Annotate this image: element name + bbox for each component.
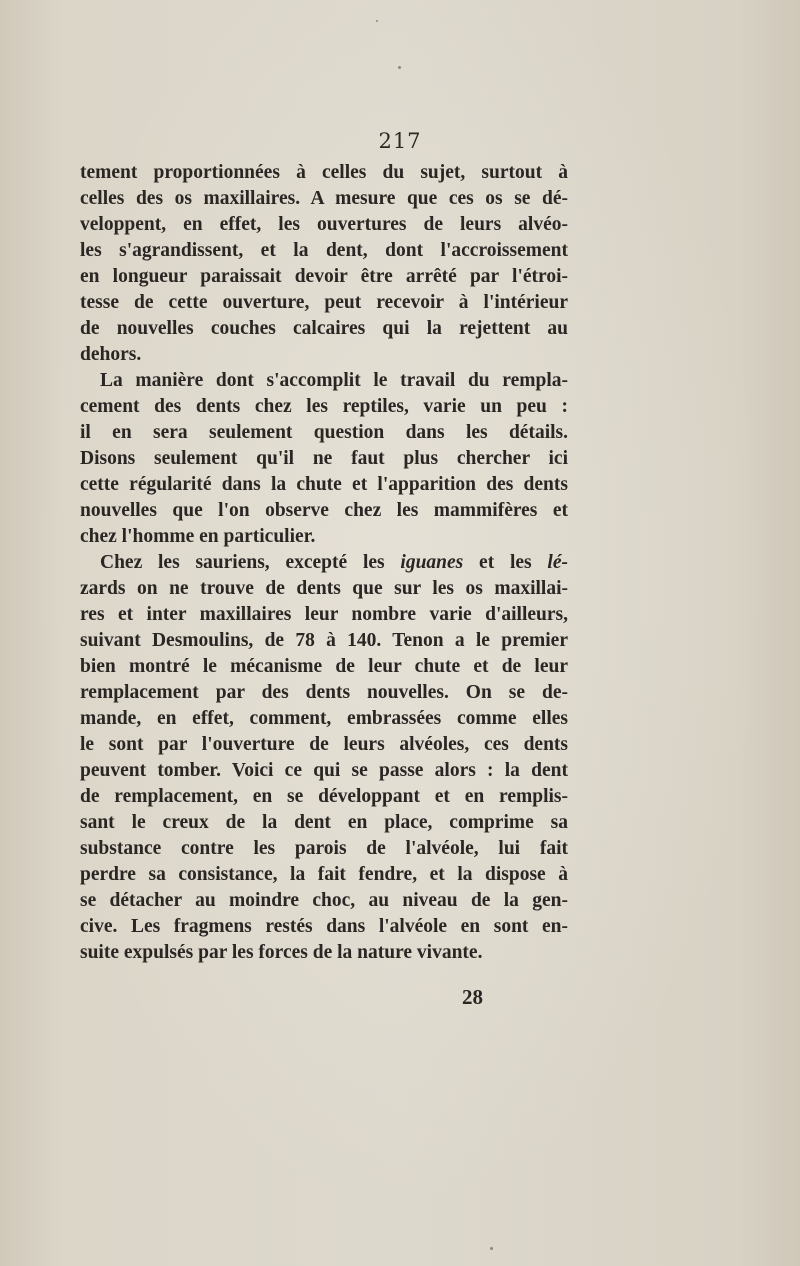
text-line: cette régularité dans la chute et l'apparition des dents <box>80 474 568 495</box>
paragraph-start-line <box>80 550 568 576</box>
text-line: suivant Desmoulins, de 78 à 140. Tenon a le premier <box>80 630 568 651</box>
text-line: cement des dents chez les reptiles, varie un peu : <box>80 396 568 417</box>
text-line: chez l'homme en particulier. <box>80 526 316 547</box>
text-line: perdre sa consistance, la fait fendre, et la dispose à <box>80 864 568 885</box>
paper-speck <box>398 66 401 69</box>
text-line: de nouvelles couches calcaires qui la rejettent au <box>80 318 568 339</box>
italic-term: lé- <box>547 552 568 573</box>
page-number: 217 <box>378 129 422 153</box>
text-line: Disons seulement qu'il ne faut plus chercher ici <box>80 448 568 469</box>
text-line: mande, en effet, comment, embrassées comme elles <box>80 708 568 729</box>
paper-speck <box>376 20 378 22</box>
paper-speck <box>490 1247 493 1250</box>
text-line: remplacement par des dents nouvelles. On se de- <box>80 682 568 703</box>
body-text <box>80 160 568 966</box>
text-line: peuvent tomber. Voici ce qui se passe alors : la dent <box>80 760 568 781</box>
italic-term: iguanes <box>400 552 464 573</box>
text-line: se détacher au moindre choc, au niveau de la gen- <box>80 890 568 911</box>
text-line: il en sera seulement question dans les détails. <box>80 422 568 443</box>
text-line: substance contre les parois de l'alvéole, lui fait <box>80 838 568 859</box>
text-segment: Chez les sauriens, excepté les <box>100 552 385 573</box>
text-line: celles des os maxillaires. A mesure que ces os se dé- <box>80 188 568 209</box>
text-line: zards on ne trouve de dents que sur les os maxillai- <box>80 578 568 599</box>
text-line: suite expulsés par les forces de la nature vivante. <box>80 942 483 963</box>
text-line: en longueur paraissait devoir être arrêté par l'étroi- <box>80 266 568 287</box>
text-line: res et inter maxillaires leur nombre varie d'ailleurs, <box>80 604 568 625</box>
text-line: bien montré le mécanisme de leur chute et de leur <box>80 656 568 677</box>
text-line: veloppent, en effet, les ouvertures de leurs alvéo- <box>80 214 568 235</box>
text-line: tesse de cette ouverture, peut recevoir à l'intérieur <box>80 292 568 313</box>
text-line: dehors. <box>80 344 142 365</box>
text-line: tement proportionnées à celles du sujet, surtout à <box>80 162 568 183</box>
text-line: cive. Les fragmens restés dans l'alvéole en sont en- <box>80 916 568 937</box>
paragraph-start-line: La manière dont s'accomplit le travail du rempla- <box>100 370 568 391</box>
signature-mark: 28 <box>462 985 483 1009</box>
text-line: sant le creux de la dent en place, comprime sa <box>80 812 568 833</box>
text-line: le sont par l'ouverture de leurs alvéoles, ces dents <box>80 734 568 755</box>
text-segment: et les <box>463 552 532 573</box>
text-line: de remplacement, en se développant et en remplis- <box>80 786 568 807</box>
text-line: nouvelles que l'on observe chez les mammifères et <box>80 500 568 521</box>
text-line: les s'agrandissent, et la dent, dont l'accroissement <box>80 240 568 261</box>
